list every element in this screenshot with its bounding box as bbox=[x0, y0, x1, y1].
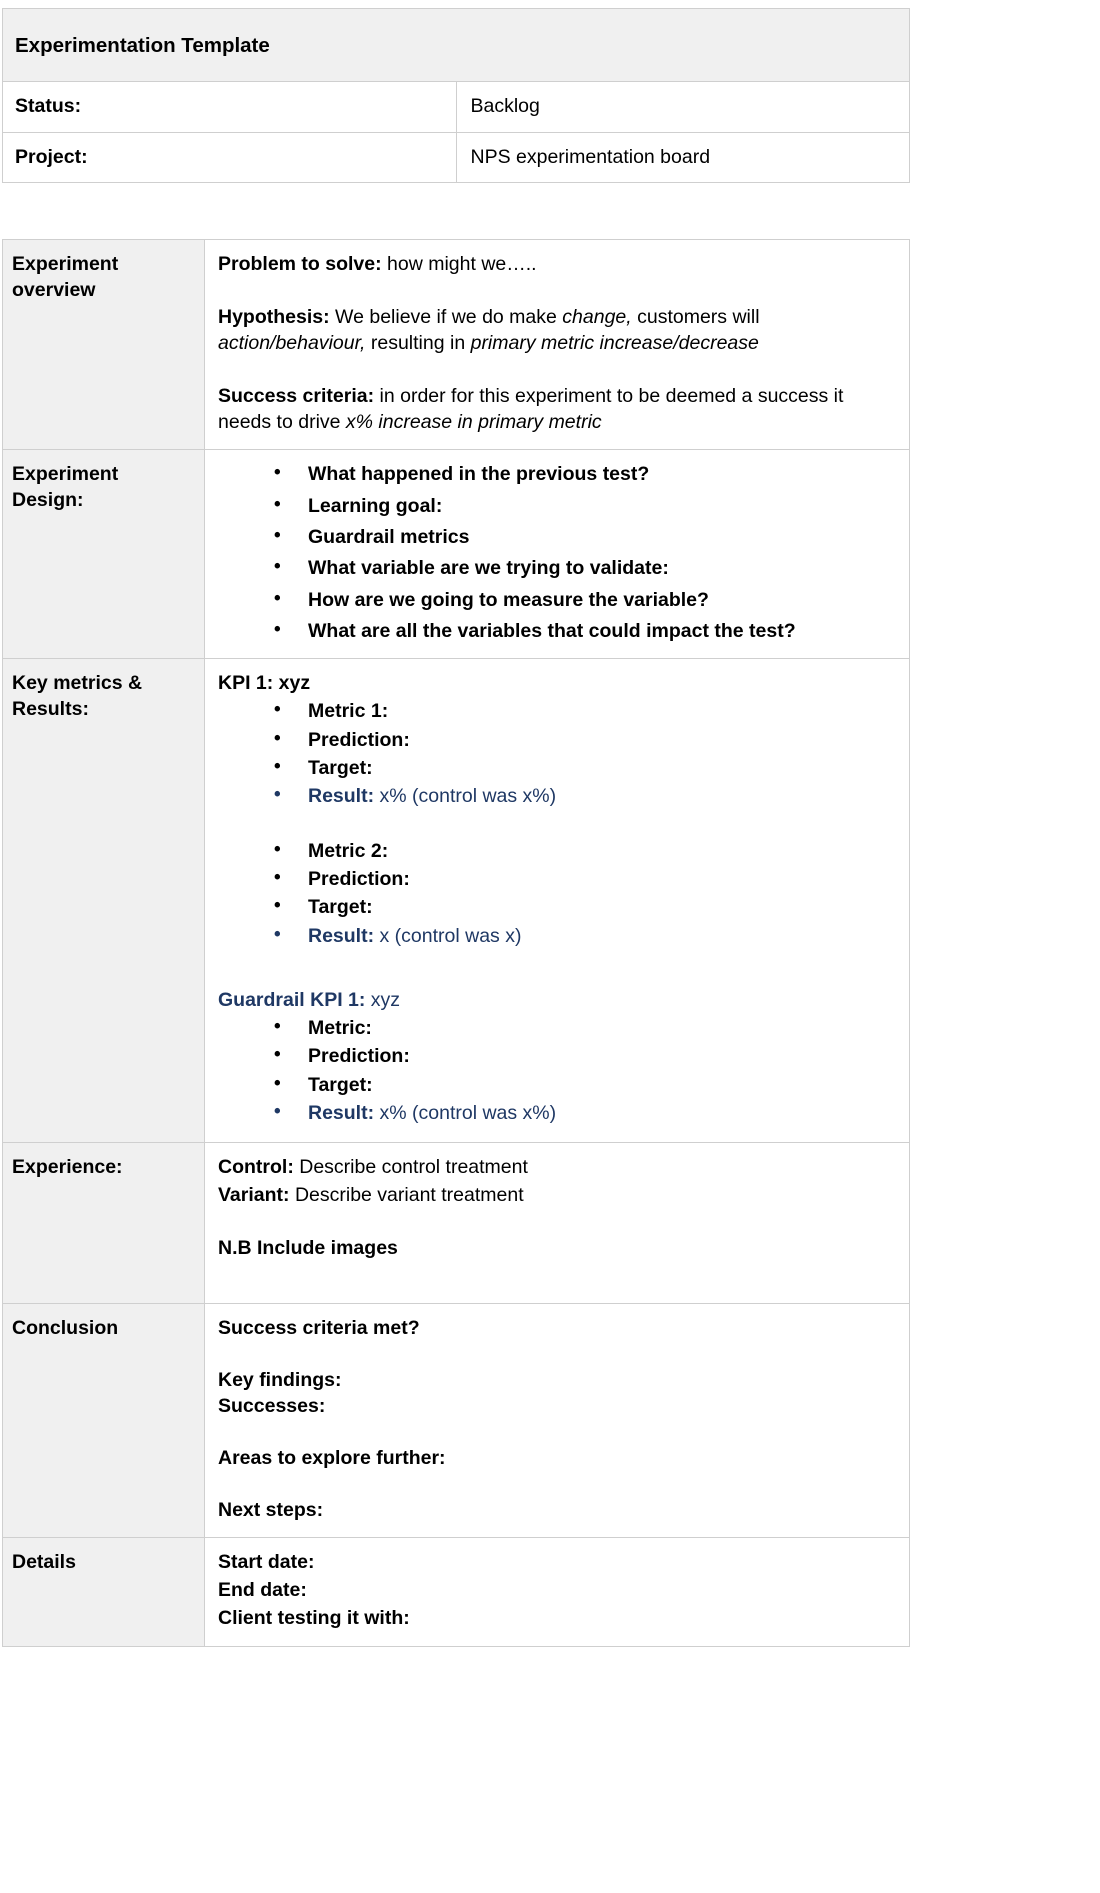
project-label: Project: bbox=[3, 132, 457, 182]
row-body-experiment-design bbox=[205, 450, 910, 659]
control-line bbox=[218, 1154, 897, 1180]
list-item: • Learning goal: bbox=[274, 493, 897, 519]
row-label-experience: Experience: bbox=[3, 1143, 205, 1303]
table-row-experience bbox=[3, 1143, 910, 1303]
hypothesis-emphasis-change: change, bbox=[562, 305, 632, 328]
hypothesis-label: Hypothesis: bbox=[218, 305, 330, 328]
list-item: • Metric 2: bbox=[274, 838, 897, 864]
list-item-result bbox=[274, 783, 897, 809]
row-body-experience bbox=[205, 1143, 910, 1303]
experience-spacer bbox=[218, 1208, 897, 1235]
list-item-result bbox=[274, 1100, 897, 1126]
conclusion-spacer bbox=[218, 1419, 897, 1445]
table-separator-gap bbox=[0, 183, 1100, 239]
guardrail-kpi-value: xyz bbox=[365, 988, 401, 1011]
table-row-conclusion bbox=[3, 1303, 910, 1538]
successes-line: Successes: bbox=[218, 1394, 326, 1417]
hypothesis-paragraph bbox=[218, 304, 897, 356]
table-row bbox=[3, 132, 910, 182]
list-item: • What happened in the previous test? bbox=[274, 461, 897, 487]
guardrail-kpi-list bbox=[218, 1015, 897, 1126]
table-row-experiment-overview bbox=[3, 239, 910, 450]
areas-to-explore-line: Areas to explore further: bbox=[218, 1446, 446, 1469]
row-label-conclusion: Conclusion bbox=[3, 1303, 205, 1538]
kpi-1-metric-1-list bbox=[218, 698, 897, 809]
conclusion-spacer bbox=[218, 1471, 897, 1497]
metric-group-spacer bbox=[218, 812, 897, 838]
client-testing-line: Client testing it with: bbox=[218, 1607, 410, 1630]
row-body-conclusion bbox=[205, 1303, 910, 1538]
row-label-key-metrics: Key metrics & Results: bbox=[3, 659, 205, 1143]
guardrail-kpi-label: Guardrail KPI 1: bbox=[218, 988, 366, 1011]
result-label: Result: bbox=[308, 1101, 375, 1124]
guardrail-group-spacer bbox=[218, 951, 897, 987]
experiment-meta-table bbox=[2, 8, 910, 183]
list-item-result bbox=[274, 923, 897, 949]
list-item: • Metric: bbox=[274, 1015, 897, 1041]
problem-to-solve-label: Problem to solve: bbox=[218, 252, 382, 275]
row-body-details bbox=[205, 1538, 910, 1646]
end-date-line: End date: bbox=[218, 1579, 307, 1602]
list-item: • Guardrail metrics bbox=[274, 524, 897, 550]
status-value: Backlog bbox=[456, 82, 910, 132]
success-criteria-paragraph bbox=[218, 383, 897, 435]
table-row-key-metrics bbox=[3, 659, 910, 1143]
hypothesis-text-3: resulting in bbox=[365, 331, 471, 354]
success-criteria-emphasis: x% increase in primary metric bbox=[345, 411, 602, 434]
hypothesis-emphasis-metric: primary metric increase/decrease bbox=[470, 331, 759, 354]
conclusion-spacer bbox=[218, 1341, 897, 1367]
control-text: Describe control treatment bbox=[293, 1156, 528, 1179]
row-label-experiment-overview: Experiment overview bbox=[3, 239, 205, 450]
next-steps-line: Next steps: bbox=[218, 1499, 324, 1522]
list-item: • Target: bbox=[274, 1072, 897, 1098]
table-row-details bbox=[3, 1538, 910, 1646]
key-findings-line: Key findings: bbox=[218, 1368, 342, 1391]
variant-text: Describe variant treatment bbox=[289, 1184, 524, 1207]
problem-to-solve-text: how might we….. bbox=[381, 252, 537, 275]
table-row bbox=[3, 9, 910, 82]
list-item: • Prediction: bbox=[274, 727, 897, 753]
hypothesis-text-2: customers will bbox=[631, 305, 760, 328]
row-label-details: Details bbox=[3, 1538, 205, 1646]
experience-bottom-spacer bbox=[218, 1262, 897, 1289]
result-value: x (control was x) bbox=[374, 924, 522, 947]
page-title: Experimentation Template bbox=[3, 9, 910, 82]
list-item: • What are all the variables that could impact the test? bbox=[274, 618, 897, 644]
control-label: Control: bbox=[218, 1156, 294, 1179]
list-item: • Metric 1: bbox=[274, 698, 897, 724]
row-body-key-metrics bbox=[205, 659, 910, 1143]
row-body-experiment-overview bbox=[205, 239, 910, 450]
kpi-1-metric-2-list bbox=[218, 838, 897, 949]
row-label-experiment-design: Experiment Design: bbox=[3, 450, 205, 659]
list-item: • What variable are we trying to validate: bbox=[274, 555, 897, 581]
project-value: NPS experimentation board bbox=[456, 132, 910, 182]
result-label: Result: bbox=[308, 785, 375, 808]
list-item: • Target: bbox=[274, 755, 897, 781]
start-date-line: Start date: bbox=[218, 1551, 315, 1574]
experiment-design-bullet-list bbox=[218, 461, 897, 644]
hypothesis-emphasis-action: action/behaviour, bbox=[218, 331, 366, 354]
result-value: x% (control was x%) bbox=[374, 1101, 557, 1124]
experimentation-template-table bbox=[2, 239, 910, 1647]
table-row-experiment-design bbox=[3, 450, 910, 659]
result-label: Result: bbox=[308, 924, 375, 947]
list-item: • Prediction: bbox=[274, 1043, 897, 1069]
include-images-note: N.B Include images bbox=[218, 1237, 398, 1260]
list-item: • How are we going to measure the variable? bbox=[274, 587, 897, 613]
result-value: x% (control was x%) bbox=[374, 785, 557, 808]
hypothesis-text-1: We believe if we do make bbox=[329, 305, 563, 328]
kpi-1-heading: KPI 1: xyz bbox=[218, 672, 311, 695]
table-row bbox=[3, 82, 910, 132]
success-criteria-met-line: Success criteria met? bbox=[218, 1316, 420, 1339]
guardrail-kpi-heading bbox=[218, 987, 897, 1013]
list-item: • Prediction: bbox=[274, 866, 897, 892]
variant-label: Variant: bbox=[218, 1184, 290, 1207]
variant-line bbox=[218, 1182, 897, 1208]
list-item: • Target: bbox=[274, 894, 897, 920]
success-criteria-label: Success criteria: bbox=[218, 385, 375, 408]
success-criteria-text: in order for this experiment to be deemed a success it needs to drive bbox=[218, 385, 844, 434]
problem-to-solve-paragraph bbox=[218, 251, 897, 277]
status-label: Status: bbox=[3, 82, 457, 132]
